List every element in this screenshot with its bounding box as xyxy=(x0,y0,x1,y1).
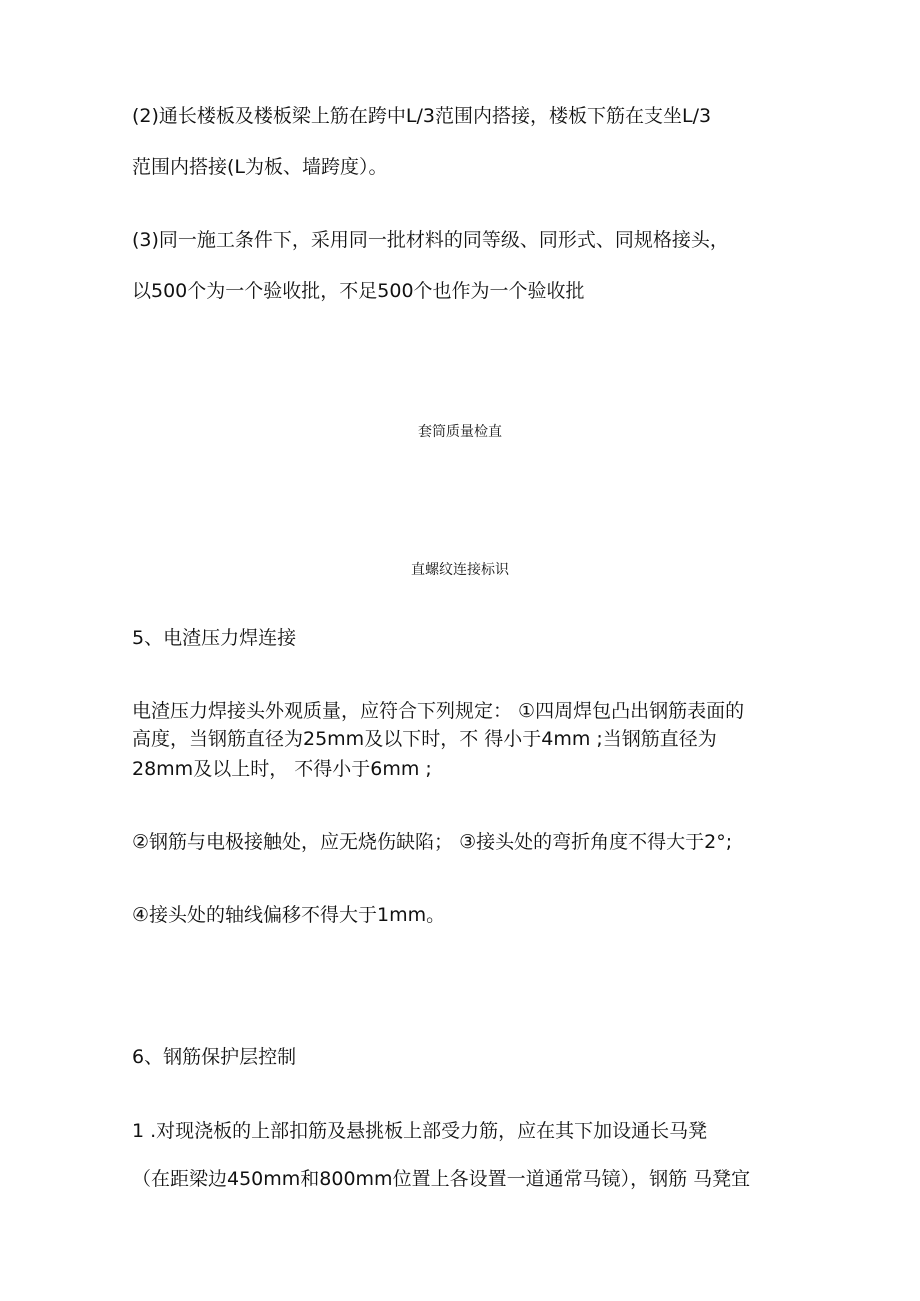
section-6-line-2: （在距梁边450mm和800mm位置上各设置一道通常马镜），钢筋 马凳宜 xyxy=(132,1168,751,1190)
section-5-line-3: 28mm及以上时， 不得小于6mm ; xyxy=(132,758,432,780)
section-6-line-1: 1 .对现浇板的上部扣筋及悬挑板上部受力筋，应在其下加设通长马凳 xyxy=(132,1120,708,1142)
paragraph-2-line-1: (2)通长楼板及楼板梁上筋在跨中L/3范围内搭接，楼板下筋在支坐L/3 xyxy=(132,105,712,127)
section-5-line-2: 高度，当钢筋直径为25mm及以下时，不 得小于4mm ;当钢筋直径为 xyxy=(132,728,717,750)
section-6-heading: 6、钢筋保护层控制 xyxy=(132,1046,297,1068)
section-5-line-1: 电渣压力焊接头外观质量，应符合下列规定： ①四周焊包凸出钢筋表面的 xyxy=(132,700,745,722)
section-5-line-5: ④接头处的轴线偏移不得大于1mm。 xyxy=(132,904,446,926)
caption-thread-marking: 直螺纹连接标识 xyxy=(411,562,509,578)
paragraph-3-line-2: 以500个为一个验收批，不足500个也作为一个验收批 xyxy=(132,280,585,302)
caption-sleeve-inspection: 套筒质量检直 xyxy=(418,424,502,440)
paragraph-2-line-2: 范围内搭接(L为板、墙跨度）。 xyxy=(132,156,388,178)
section-5-heading: 5、电渣压力焊连接 xyxy=(132,627,297,649)
paragraph-3-line-1: (3)同一施工条件下，采用同一批材料的同等级、同形式、同规格接头， xyxy=(132,229,729,251)
section-5-line-4: ②钢筋与电极接触处，应无烧伤缺陷； ③接头处的弯折角度不得大于2°; xyxy=(132,831,733,853)
